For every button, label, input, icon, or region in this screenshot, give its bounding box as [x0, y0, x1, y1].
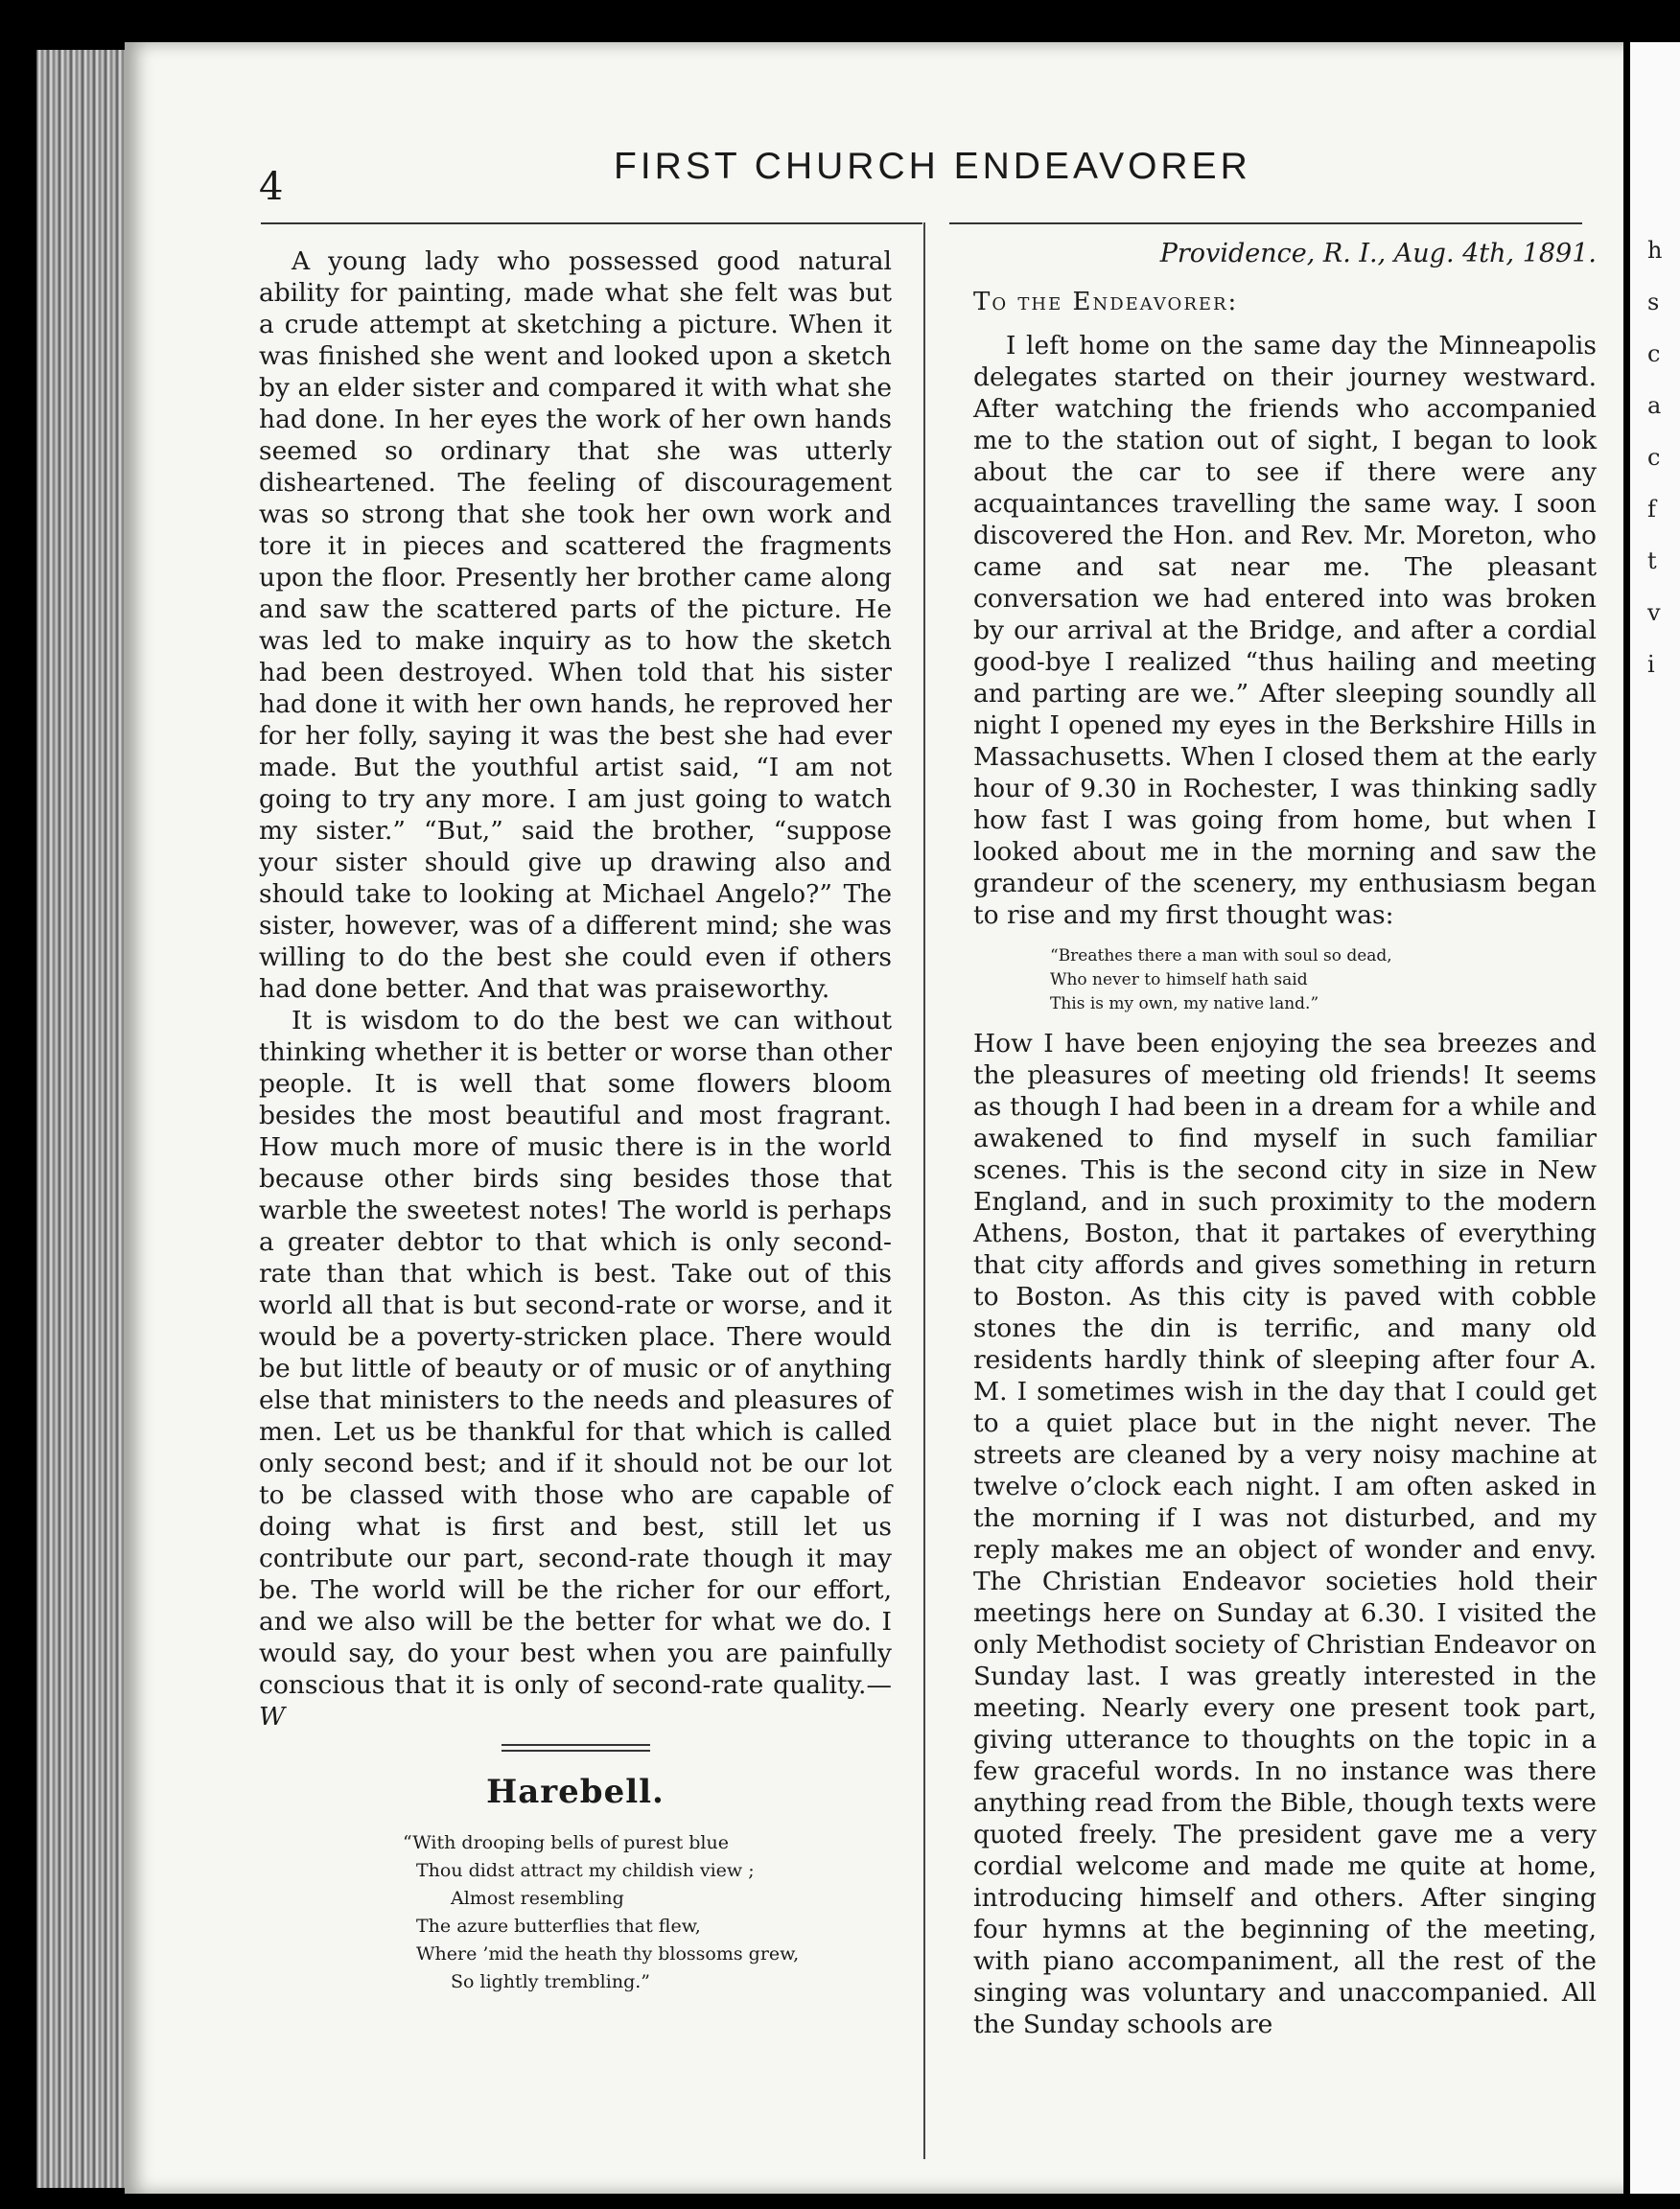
- edge-letter: f: [1647, 496, 1656, 523]
- poem-line: So lightly trembling.”: [451, 1971, 650, 1992]
- poem-line: Where ’mid the heath thy blossoms grew,: [416, 1943, 800, 1965]
- page-title: FIRST CHURCH ENDEAVORER: [614, 146, 1251, 187]
- article-paragraph-2: [259, 1005, 892, 1732]
- edge-letter: s: [1647, 289, 1660, 315]
- article-paragraph-2-text: It is wisdom to do the best we can without thinking whether it is better or worse than other people. It is well that some flowers bloom besides the most beautiful and most fragrant. How much more of music there is in the world because other birds sing besides those that warble the sweetest notes! The world is perhaps a greater debtor to that which is only second-rate than that which is best. Take out of this world all that is but second-rate or worse, and it would be a poverty-stricken place. There would be but little of beauty or of music or of anything else that ministers to the needs and pleasures of men. Let us be thankful for that which is called only second best; and if it should not be our lot to be classed with those who are capable of doing what is first and best, still let us contribute our part, second-rate though it may be. The world will be the richer for our effort, and we also will be the better for what we do. I would say, do your best when you are painfully conscious that it is only of second-rate quality.—: [259, 1006, 892, 1700]
- edge-letter: a: [1647, 392, 1662, 419]
- right-column: [973, 238, 1597, 2040]
- next-page-edge: [1630, 42, 1680, 2194]
- quote-line: This is my own, my native land.”: [1050, 994, 1319, 1013]
- poem: [403, 1829, 892, 1996]
- article-signature: W: [259, 1702, 286, 1732]
- header-rule-right: [949, 222, 1582, 224]
- letter-dateline: Providence, R. I., Aug. 4th, 1891.: [1159, 239, 1597, 268]
- poem-line: The azure butterflies that flew,: [416, 1916, 701, 1937]
- letter-salutation: To the Endeavorer:: [973, 288, 1239, 316]
- article-paragraph-1: A young lady who possessed good natural ability for painting, made what she felt was but a crude attempt at sketching a picture. When it was finished she went and looked upon a sketch by an elder sister and compared it with what she had done. In her eyes the work of her own hands seemed so ordinary that she was utterly disheartened. The feeling of discouragement was so strong that she took her own work and tore it in pieces and scattered the fragments upon the floor. Presently her brother came along and saw the scattered parts of the picture. He was led to make inquiry as to how the sketch had been destroyed. When told that his sister had done it with her own hands, he reproved her for her folly, saying it was the best she had ever made. But the youthful artist said, “I am not going to try any more. I am just going to watch my sister.” “But,” said the brother, “suppose your sister should give up drawing also and should take to looking at Michael Angelo?” The sister, however, was of a different mind; she was willing to do the best she could even if others had done better. And that was praiseworthy.: [259, 246, 892, 1004]
- poem-line: Almost resembling: [451, 1888, 624, 1909]
- edge-letter: c: [1647, 444, 1661, 471]
- page-number: 4: [259, 165, 284, 209]
- edge-letter: v: [1647, 599, 1661, 626]
- edge-letter: t: [1647, 547, 1657, 574]
- letter-paragraph-1: I left home on the same day the Minneapolis delegates started on their journey westward. After watching the friends who accompanied me to the station out of sight, I began to look about the car to see if there were any acquaintances travelling the same way. I soon discovered the Hon. and Rev. Mr. Moreton, who came and sat near me. The pleasant conversation we had entered into was broken by our arrival at the Bridge, and after a cordial good-bye I realized “thus hailing and meeting and parting are we.” After sleeping soundly all night I opened my eyes in the Berkshire Hills in Massachusetts. When I closed them at the early hour of 9.30 in Rochester, I was thinking sadly how fast I was going from home, but when I looked about me in the morning and saw the grandeur of the scenery, my enthusiasm began to rise and my first thought was:: [973, 331, 1597, 930]
- column-divider: [923, 222, 925, 2159]
- left-column: [259, 245, 892, 1996]
- letter-paragraph-2: How I have been enjoying the sea breezes and the pleasures of meeting old friends! It seems as though I had been in a dream for a while and awakened to find myself in such familiar scenes. This is the second city in size in New England, and in such proximity to the modern Athens, Boston, that it partakes of everything that city affords and gives something in return to Boston. As this city is paved with cobble stones the din is terrific, and many old residents hardly think of sleeping after four A. M. I sometimes wish in the day that I could get to a quiet place but in the night never. The streets are cleaned by a very noisy machine at twelve o’clock each night. I am often asked in the morning if I was not disturbed, and my reply makes me an object of wonder and envy. The Christian Endeavor societies hold their meetings here on Sunday at 6.30. I visited the only Methodist society of Christian Endeavor on Sunday last. I was greatly interested in the meeting. Nearly every one present took part, giving utterance to thoughts on the topic in a few graceful words. In no instance was there anything read from the Bible, though texts were quoted freely. The president gave me a very cordial welcome and made me quite at home, introducing himself and others. After singing four hymns at the beginning of the meeting, with piano accompaniment, all the rest of the singing was voluntary and unaccompanied. All the Sunday schools are: [973, 1029, 1597, 2039]
- poem-line: “With drooping bells of purest blue: [403, 1832, 729, 1853]
- quoted-verse: [1050, 944, 1597, 1016]
- page-gutter: [1623, 42, 1630, 2194]
- header-rule-left: [261, 222, 922, 224]
- book-spine: [36, 50, 128, 2188]
- edge-letter: c: [1647, 340, 1661, 367]
- poem-divider: [502, 1744, 650, 1756]
- quote-line: Who never to himself hath said: [1050, 970, 1308, 989]
- edge-letter: i: [1647, 651, 1655, 678]
- quote-line: “Breathes there a man with soul so dead,: [1050, 946, 1392, 965]
- poem-line: Thou didst attract my childish view ;: [416, 1860, 755, 1881]
- poem-title: Harebell.: [486, 1773, 665, 1811]
- edge-letter: h: [1647, 237, 1663, 264]
